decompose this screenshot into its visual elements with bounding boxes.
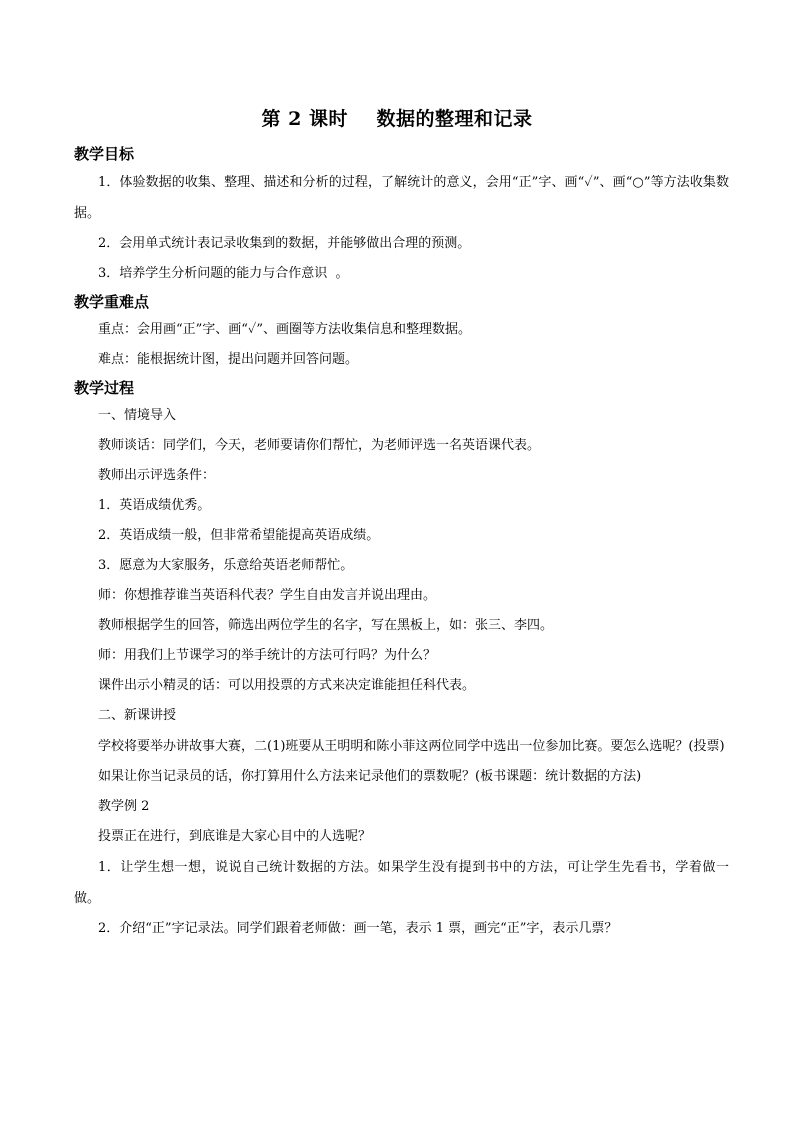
paragraph: 师：你想推荐谁当英语科代表？学生自由发言并说出理由。 bbox=[98, 588, 437, 603]
paragraph: 1．让学生想一想，说说自己统计数据的方法。如果学生没有提到书中的方法，可让学生先看书，学着做一做。 bbox=[74, 860, 729, 906]
section-process bbox=[74, 375, 729, 944]
paragraph: 2．英语成绩一般，但非常希望能提高英语成绩。 bbox=[98, 528, 380, 543]
page-title: 第 2 课时 数据的整理和记录 bbox=[261, 108, 533, 130]
paragraph: 投票正在进行，到底谁是大家心目中的人选呢？ bbox=[98, 829, 372, 844]
paragraph: 教学例 2 bbox=[98, 799, 150, 814]
document-body bbox=[74, 141, 729, 944]
paragraph: 2．会用单式统计表记录收集到的数据，并能够做出合理的预测。 bbox=[98, 236, 471, 251]
paragraph: 教师根据学生的回答，筛选出两位学生的名字，写在黑板上，如：张三、李四。 bbox=[98, 618, 554, 633]
paragraph: 3．愿意为大家服务，乐意给英语老师帮忙。 bbox=[98, 558, 354, 573]
paragraph: 1．英语成绩优秀。 bbox=[98, 498, 211, 513]
paragraph: 如果让你当记录员的话，你打算用什么方法来记录他们的票数呢？(板书课题：统计数据的方法) bbox=[98, 769, 642, 784]
paragraph: 二、新课讲授 bbox=[98, 708, 177, 723]
paragraph: 一、情境导入 bbox=[98, 408, 177, 423]
paragraph: 1．体验数据的收集、整理、描述和分析的过程，了解统计的意义，会用“正”字、画“✓”、画“○”等方法收集数据。 bbox=[74, 175, 729, 221]
section-key-points bbox=[74, 289, 729, 375]
section-heading: 教学重难点 bbox=[74, 293, 150, 311]
paragraph: 重点：会用画“正”字、画“✓”、画圈等方法收集信息和整理数据。 bbox=[98, 322, 471, 337]
section-objectives bbox=[74, 141, 729, 289]
section-heading: 教学目标 bbox=[74, 145, 135, 163]
paragraph: 师：用我们上节课学习的举手统计的方法可行吗？为什么？ bbox=[98, 648, 437, 663]
paragraph: 学校将要举办讲故事大赛，二(1)班要从王明明和陈小菲这两位同学中选出一位参加比赛。要怎么选呢？(投票) bbox=[98, 739, 725, 754]
paragraph: 课件出示小精灵的话：可以用投票的方式来决定谁能担任科代表。 bbox=[98, 678, 476, 693]
paragraph: 2．介绍“正”字记录法。同学们跟着老师做：画一笔，表示 1 票，画完“正”字，表示几票？ bbox=[98, 921, 618, 936]
paragraph: 3．培养学生分析问题的能力与合作意识 。 bbox=[98, 266, 349, 281]
paragraph: 教师谈话：同学们，今天，老师要请你们帮忙，为老师评选一名英语课代表。 bbox=[98, 438, 541, 453]
paragraph: 教师出示评选条件： bbox=[98, 468, 216, 483]
section-heading: 教学过程 bbox=[74, 379, 135, 397]
paragraph: 难点：能根据统计图，提出问题并回答问题。 bbox=[98, 352, 359, 367]
